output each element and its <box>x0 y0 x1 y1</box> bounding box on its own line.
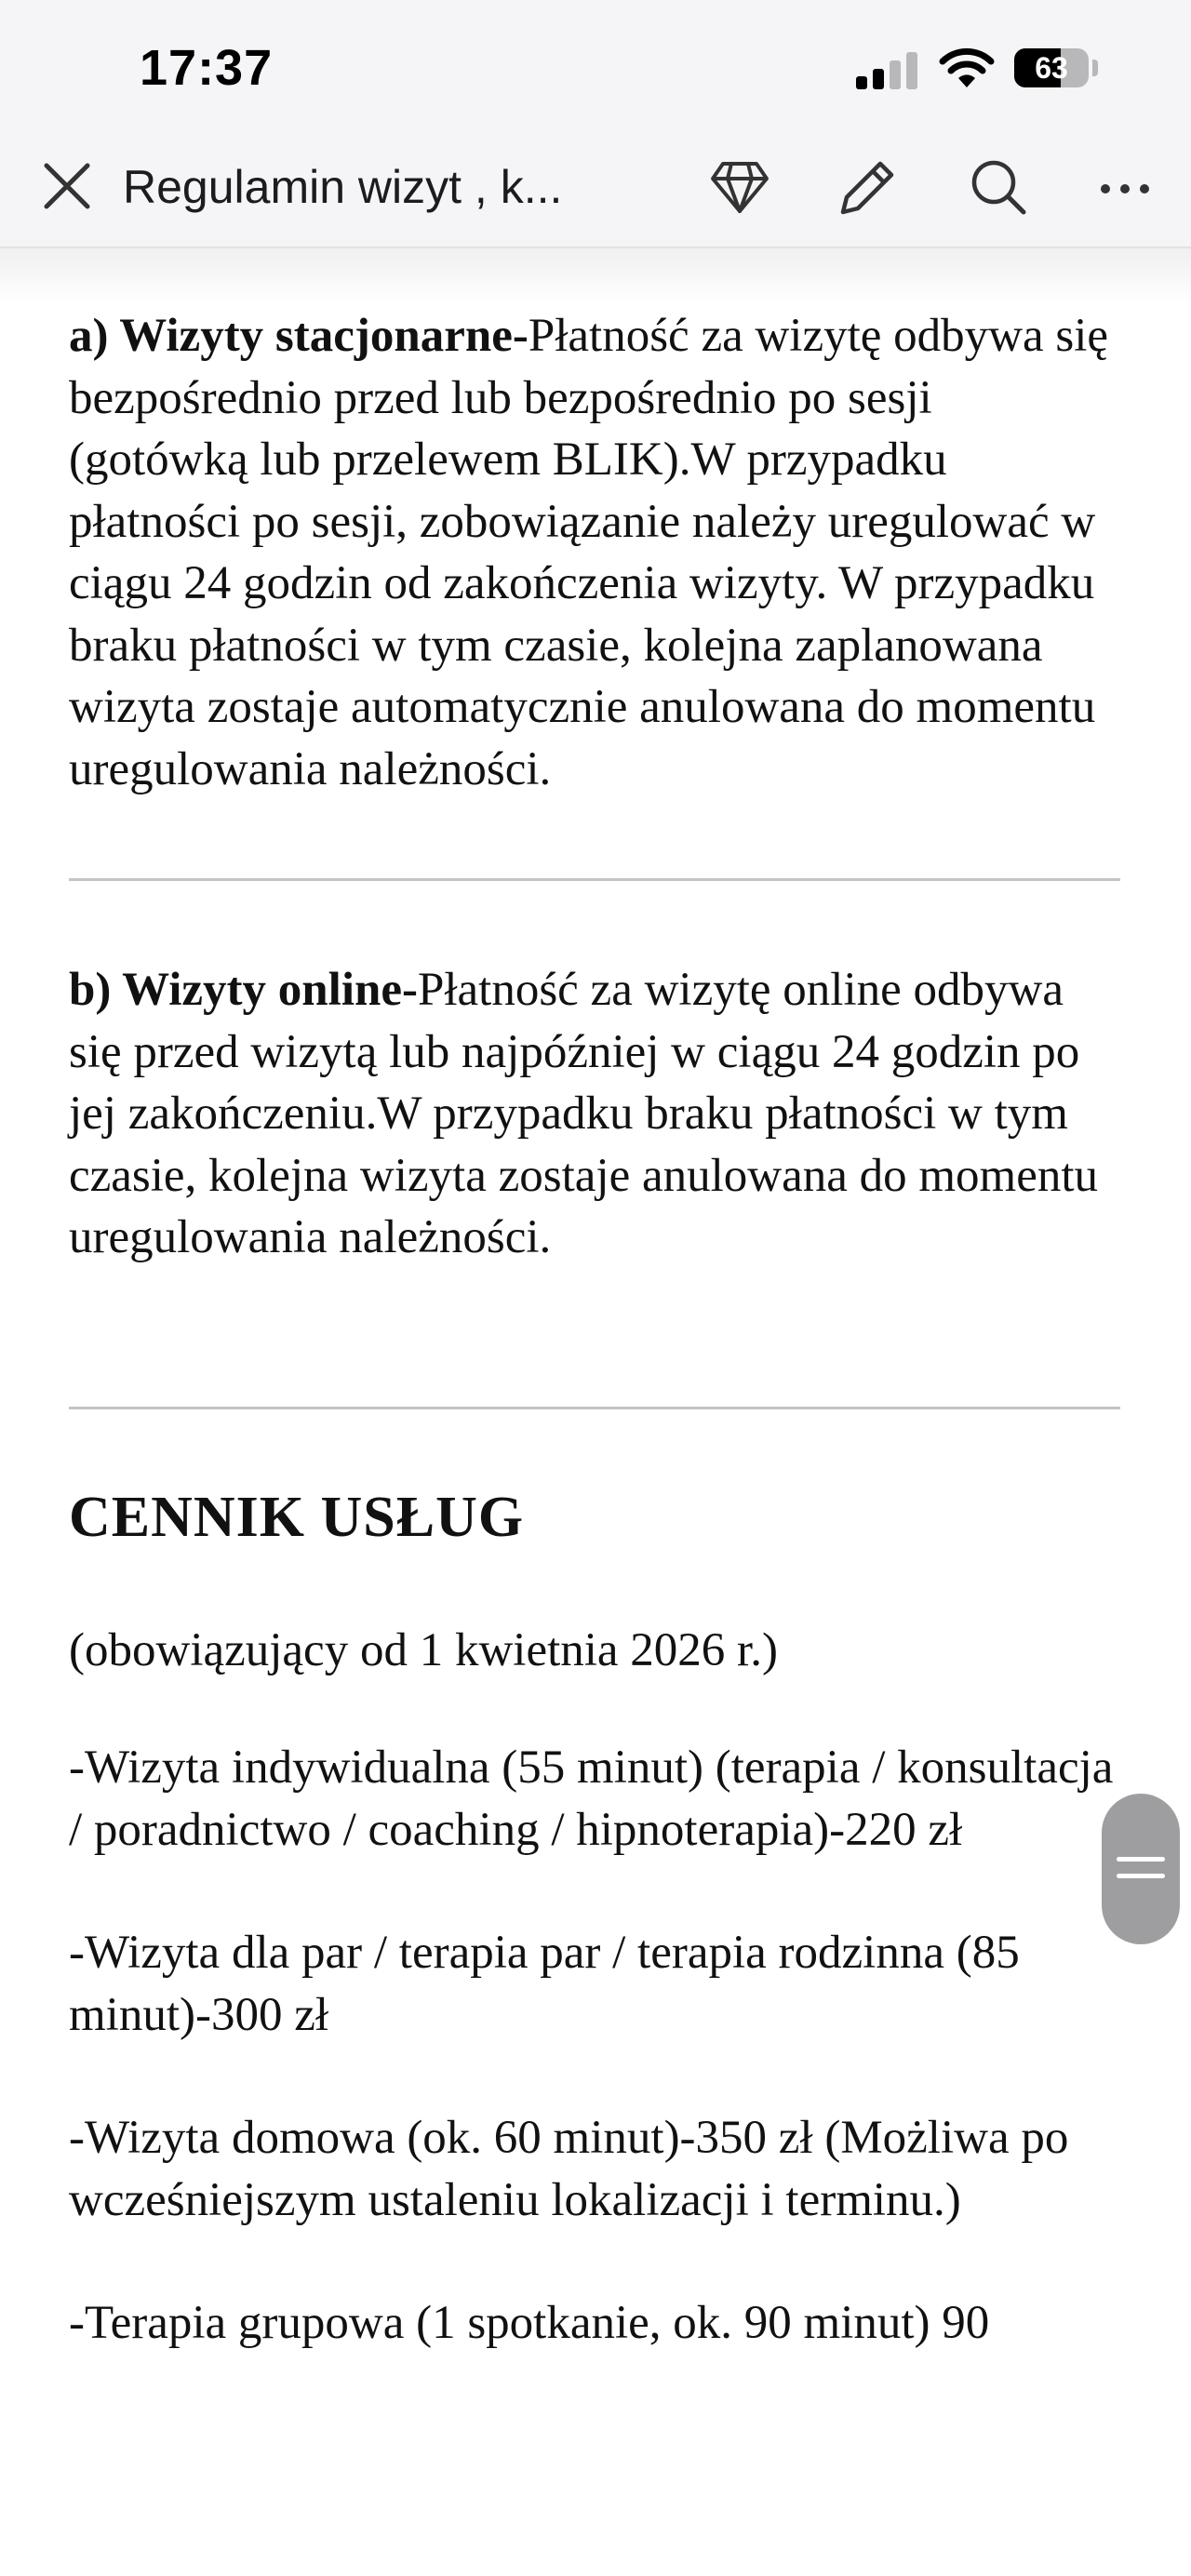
section-b-text: Płatność za wizytę online odbywa się przed wizytą lub najpóźniej w ciągu 24 godzin po jej zakończeniu.W przypadku braku płatności w tym czasie, kolejna wizyta zostaje anulowana do momentu uregulowania należności. <box>69 964 1099 1263</box>
scroll-handle[interactable] <box>1102 1794 1180 1944</box>
price-item-couples: -Wizyta dla par / terapia par / terapia rodzinna (85 minut)-300 zł <box>69 1927 1020 2041</box>
wifi-icon <box>938 45 996 89</box>
document-content <box>69 305 1120 2355</box>
scroll-handle-grip <box>1117 1874 1165 1878</box>
pricing-heading: CENNIK USŁUG <box>69 1485 525 1549</box>
toolbar-shadow <box>0 248 1191 304</box>
pencil-icon[interactable] <box>837 156 899 218</box>
cellular-signal-icon <box>856 48 917 89</box>
top-bar <box>0 0 1191 248</box>
status-time: 17:37 <box>140 40 274 96</box>
price-item-home: -Wizyta domowa (ok. 60 minut)-350 zł (Możliwa po wcześniejszym ustaleniu lokalizacji i terminu.) <box>69 2112 1069 2226</box>
price-item-group: -Terapia grupowa (1 spotkanie, ok. 90 minut) 90 <box>69 2297 990 2349</box>
search-icon[interactable] <box>968 156 1029 218</box>
battery-cap <box>1092 60 1098 76</box>
price-item-individual <box>69 1737 1120 1861</box>
more-icon[interactable] <box>1098 175 1152 203</box>
section-a-paragraph <box>69 305 1120 800</box>
price-item-individual-text: -Wizyta indywidualna (55 minut) (terapia / konsultacja / poradnictwo / coaching / hipnoterapia) <box>69 1742 1114 1856</box>
diamond-icon[interactable] <box>709 158 770 216</box>
battery-level: 63 <box>1035 51 1068 85</box>
section-b-paragraph <box>69 959 1120 1269</box>
close-icon[interactable] <box>41 160 93 212</box>
price-item-individual-price: -220 zł <box>829 1803 963 1856</box>
section-a-label: a) Wizyty stacjonarne- <box>69 310 529 362</box>
section-b-label: b) Wizyty online- <box>69 964 418 1016</box>
section-a-text: Płatność za wizytę odbywa się bezpośrednio przed lub bezpośrednio po sesji (gotówką lub przelewem BLIK).W przypadku płatności po sesji, zobowiązanie należy uregulować w ciągu 24 godzin od zakończenia wizyty. W przypadku braku płatności w tym czasie, kolejna zaplanowana wizyta zostaje automatycznie anulowana do momentu uregulowania należności. <box>69 310 1109 795</box>
battery-indicator <box>1014 48 1089 87</box>
document-title: Regulamin wizyt , k... <box>123 161 563 213</box>
scroll-handle-grip <box>1117 1857 1165 1862</box>
pricing-valid-from: (obowiązujący od 1 kwietnia 2026 r.) <box>69 1623 778 1676</box>
